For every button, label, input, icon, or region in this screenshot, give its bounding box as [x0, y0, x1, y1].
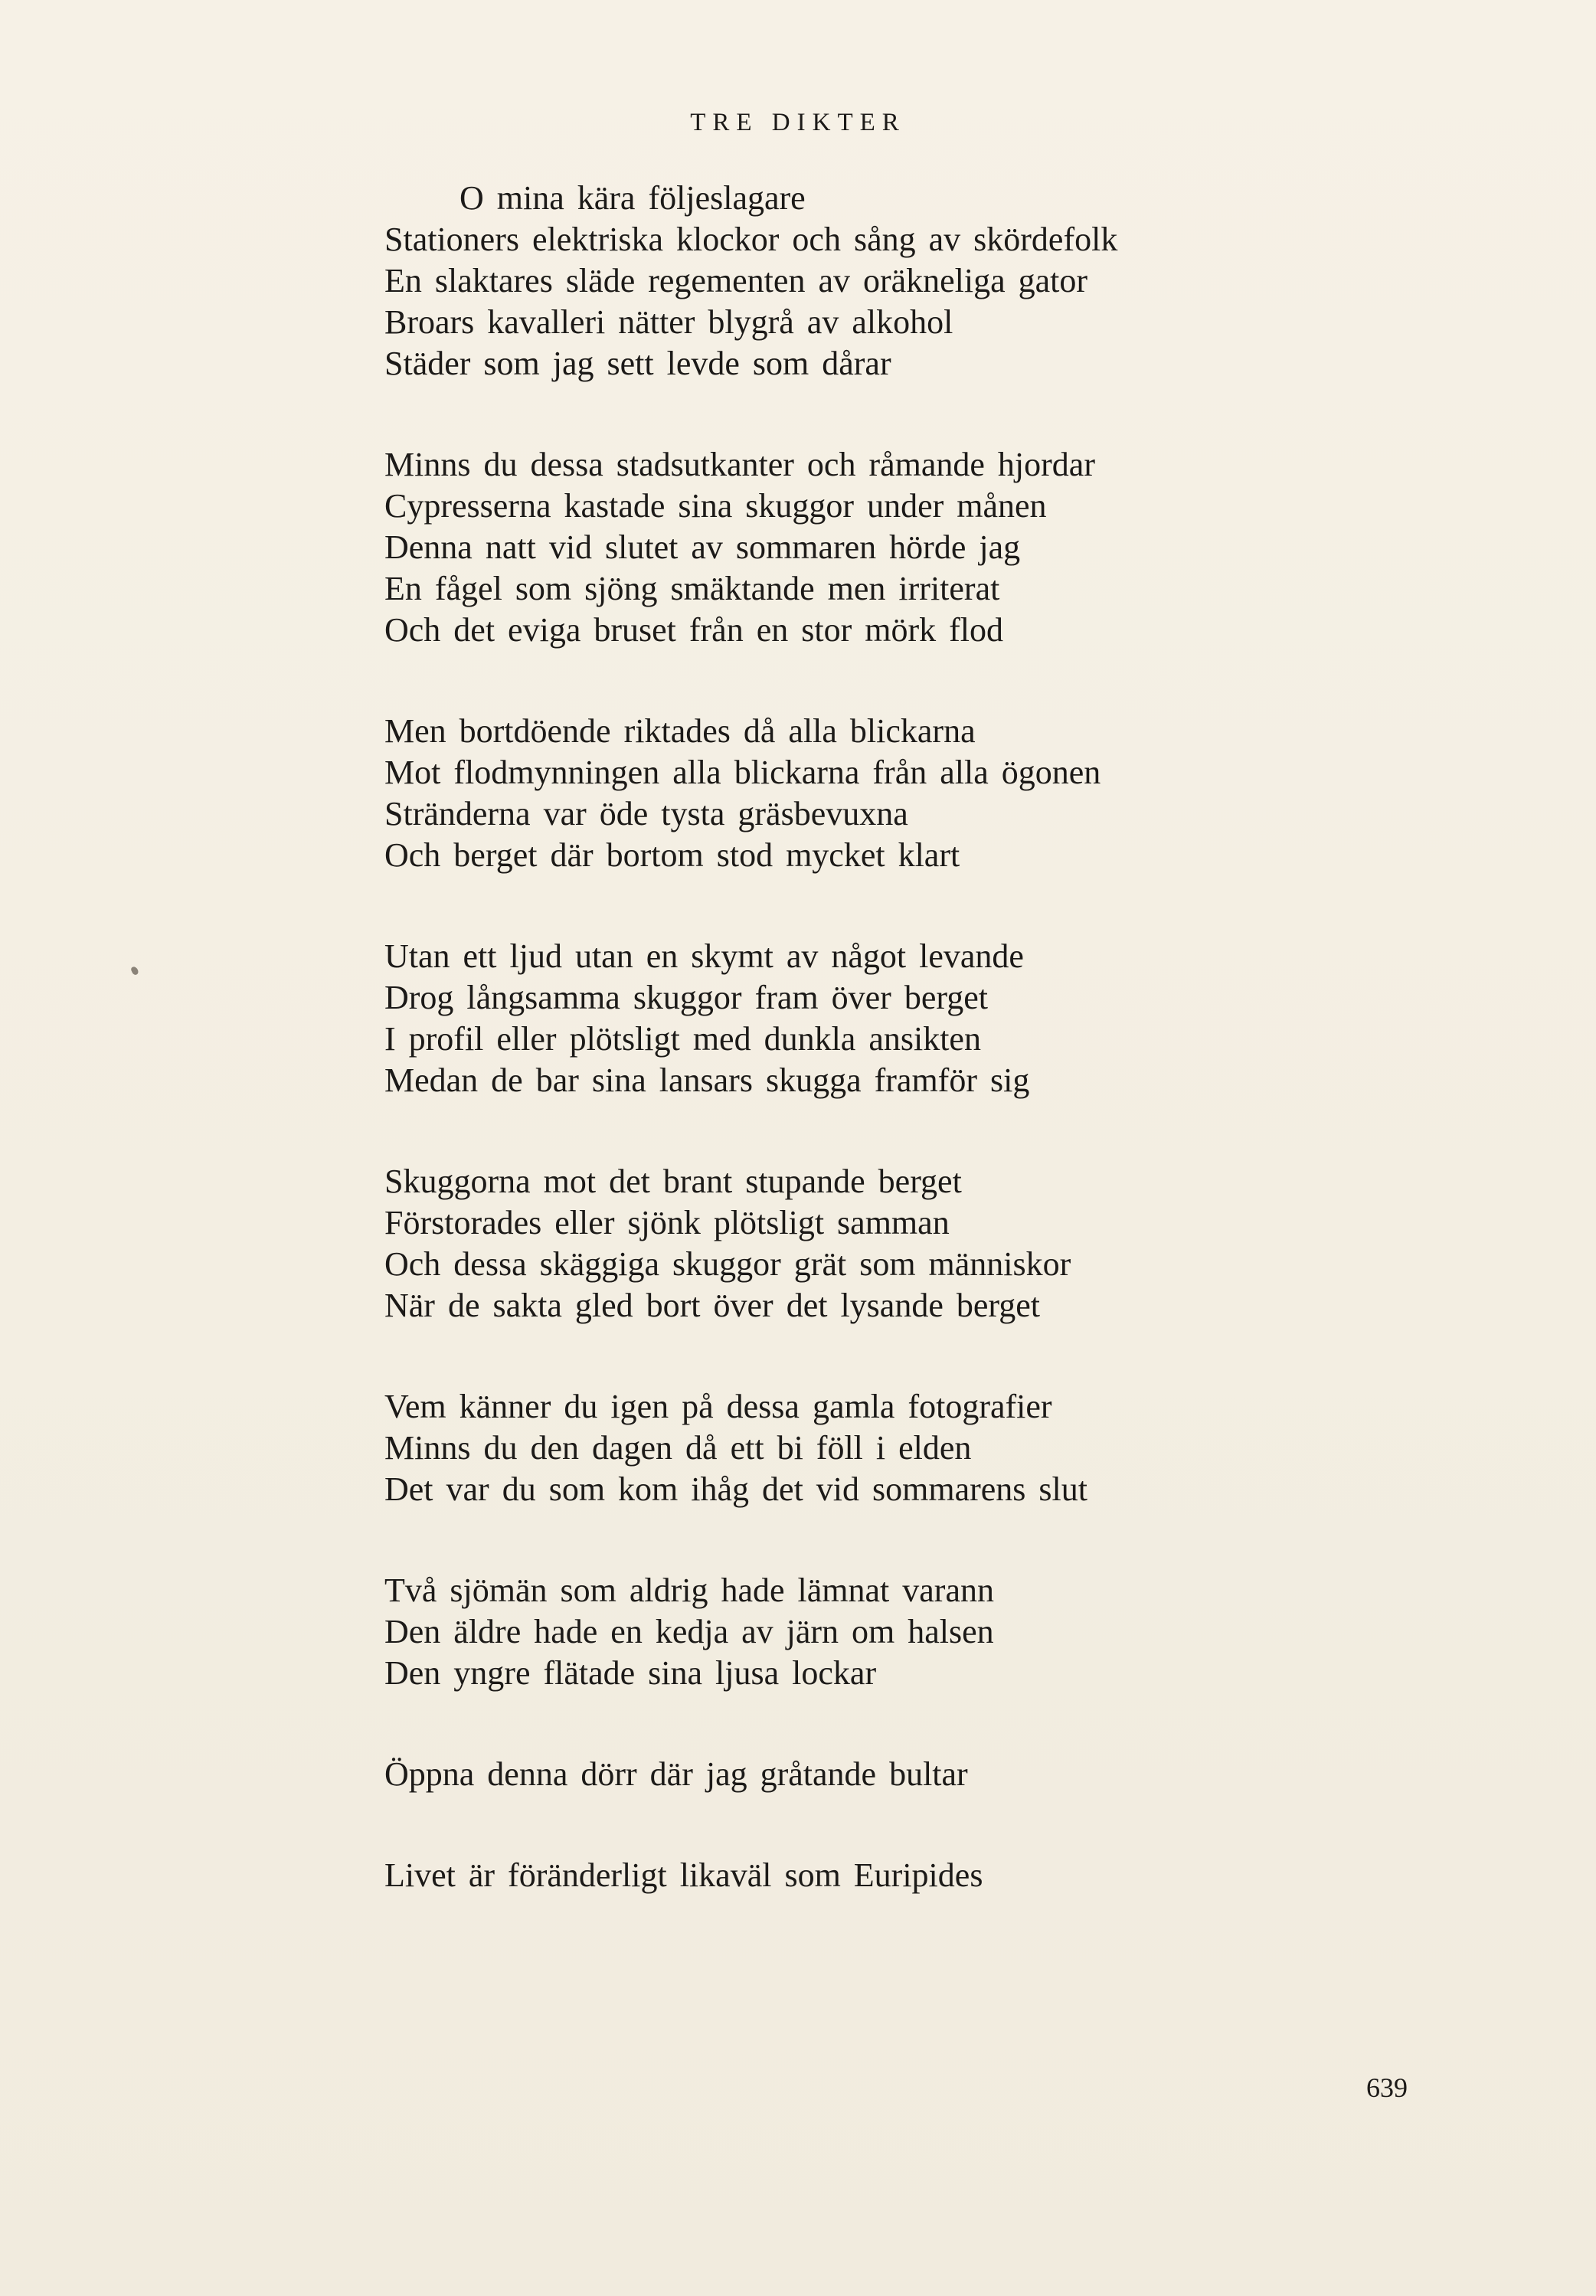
poem-line: Cypresserna kastade sina skuggor under månen [384, 487, 1047, 525]
stanza-4 [384, 936, 1303, 1101]
poem-line: Minns du dessa stadsutkanter och råmande hjordar [384, 446, 1095, 483]
poem-line: Det var du som kom ihåg det vid sommarens slut [384, 1470, 1087, 1508]
stanza-2 [384, 444, 1303, 651]
stanza-9 [384, 1855, 1303, 1896]
poem-line: Och berget där bortom stod mycket klart [384, 836, 960, 874]
poem-line: En slaktares släde regementen av oräkneliga gator [384, 262, 1088, 299]
poem-line: Denna natt vid slutet av sommaren hörde jag [384, 528, 1021, 566]
poem-line: Två sjömän som aldrig hade lämnat varann [384, 1572, 994, 1609]
page-number: 639 [1366, 2072, 1408, 2103]
page-title: TRE DIKTER [690, 109, 906, 136]
stanza-3 [384, 711, 1303, 876]
poem-line: Medan de bar sina lansars skugga framför sig [384, 1061, 1030, 1099]
poem-line: Öppna denna dörr där jag gråtande bultar [384, 1755, 968, 1793]
poem-line: Men bortdöende riktades då alla blickarna [384, 712, 976, 750]
poem-line: Utan ett ljud utan en skymt av något levande [384, 937, 1024, 975]
stanza-7 [384, 1570, 1303, 1694]
poem-line: I profil eller plötsligt med dunkla ansikten [384, 1020, 981, 1058]
poem-body [384, 178, 1303, 1956]
paper-speck [130, 966, 139, 976]
poem-line: En fågel som sjöng smäktande men irriterat [384, 570, 1000, 607]
poem-line: Stationers elektriska klockor och sång av skördefolk [384, 221, 1118, 258]
poem-line: Drog långsamma skuggor fram över berget [384, 979, 988, 1016]
poem-line: Den äldre hade en kedja av järn om halsen [384, 1613, 994, 1650]
poem-line: Skuggorna mot det brant stupande berget [384, 1163, 962, 1200]
stanza-1 [384, 178, 1303, 384]
poem-line: O mina kära följeslagare [460, 179, 806, 217]
poem-line: När de sakta gled bort över det lysande berget [384, 1287, 1041, 1324]
poem-line: Och det eviga bruset från en stor mörk flod [384, 611, 1003, 649]
poem-line: Broars kavalleri nätter blygrå av alkohol [384, 303, 953, 341]
stanza-6 [384, 1386, 1303, 1510]
poem-line: Den yngre flätade sina ljusa lockar [384, 1654, 877, 1692]
poem-line: Stränderna var öde tysta gräsbevuxna [384, 795, 908, 832]
poem-line: Mot flodmynningen alla blickarna från alla ögonen [384, 754, 1101, 791]
poem-line: Förstorades eller sjönk plötsligt samman [384, 1204, 950, 1241]
poem-line: Och dessa skäggiga skuggor grät som människor [384, 1245, 1071, 1283]
stanza-8 [384, 1754, 1303, 1795]
poem-line: Städer som jag sett levde som dårar [384, 345, 891, 382]
poem-line: Minns du den dagen då ett bi föll i elden [384, 1429, 972, 1467]
stanza-5 [384, 1161, 1303, 1326]
poem-line: Livet är föränderligt likaväl som Euripides [384, 1856, 983, 1894]
poem-line: Vem känner du igen på dessa gamla fotografier [384, 1388, 1052, 1425]
